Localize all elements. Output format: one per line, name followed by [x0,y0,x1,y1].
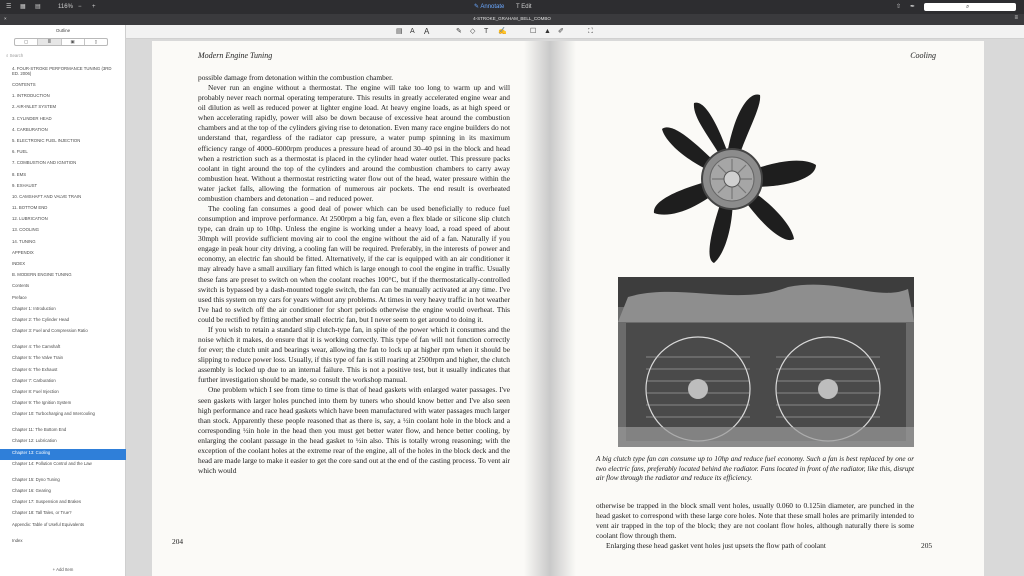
highlighter-icon[interactable]: ✐ [558,28,564,35]
outline-list [0,65,126,548]
paragraph: The cooling fan consumes a good deal of power which can be used beneficially to reduce fuel consumption and improve performance. At 2500rpm a big fan, even a flex blade or silicone slip clutch type, can drain up to 10hp. Unless the engine is working under a heavy load, a road speed of about 30mph will provide sufficient moving air to cool the engine without the aid of a fan. Naturally if you engage in peak hour city driving, a cooling fan will be required. Preferably, in the interests of power and economy, an electric fan should be fitted. Alternatively, if the car is equipped with an air conditioner it may already have a small auxiliary fan fitted which is large enough to cool the engine in traffic. Usually these fans are preset to switch on when the coolant reaches 100°C, but if the thermostatically-controlled switch is bypassed by a dash-mounted toggle switch, the fan can be manually activated at any time. I've used this system on my cars for years without any problems. At times in very heavy traffic in hot weather I've had to switch off the air conditioner for short periods otherwise the engine would overheat. This could be rectified by fitting another small electric fan, but I never seem to get around to doing it. [198,204,510,324]
outline-item[interactable]: Appendix: Table of Useful Equivalents [12,521,85,527]
outline-item[interactable]: Chapter 1: Introduction [12,305,56,311]
title-bar [0,14,1024,25]
outline-item[interactable]: 1. INTRODUCTION [12,93,50,99]
signature-icon[interactable]: ✍ [498,28,507,35]
add-item-button[interactable]: + Add Item [52,567,74,572]
outline-search[interactable]: ⌕ Search [6,53,24,58]
outline-item[interactable]: 5. ELECTRONIC FUEL INJECTION [12,137,81,143]
pen-icon[interactable]: ✒ [910,4,916,10]
outline-item[interactable]: 13. COOLING [12,227,39,233]
outline-item[interactable]: 2. AIR-INLET SYSTEM [12,104,57,110]
outline-item[interactable]: 14. TUNING [12,238,36,244]
bookmarks-tab-icon[interactable]: ▣ [62,39,85,45]
thumbnails-tab-icon[interactable]: ▢ [15,39,38,45]
add-item-label: Add Item [56,567,74,572]
outline-item[interactable]: 12. LUBRICATION [12,216,48,222]
left-running-head: Modern Engine Tuning [198,51,273,60]
pencil-icon[interactable]: ✎ [456,28,462,35]
outline-item[interactable]: Chapter 15: Dyno Tuning [12,476,60,482]
fullscreen-icon[interactable]: ⛶ [588,28,593,35]
clutch-fan-photo [628,89,834,267]
sidebar-mode-switch [14,38,108,46]
page-view-icon[interactable]: ▤ [35,4,41,10]
outline-item[interactable]: 8. EMS [12,171,27,177]
outline-item[interactable]: Chapter 10: Turbocharging and Intercooling [12,411,95,417]
paragraph: If you wish to retain a standard slip clutch-type fan, in spite of the power which it consumes and the noise which it makes, do ensure that it is working correctly. This type of fan will not function correctly for ever; the clutch unit and bearings wear, allowing the fan to lock up at higher rpm when it should be slipping to reduce power loss. Usually, if this type of fan is still roaring at 2500rpm and higher, the clutch assembly is locked up due to an internal failure. This is not a positive test, but it usually indicates that further investigation should be made, so consult the workshop manual. [198,324,510,385]
sidebar-toggle-icon[interactable]: ☰ [6,4,12,10]
stamp-icon[interactable]: ▲ [544,28,551,35]
engine-bay-photo [618,277,914,447]
outline-item[interactable]: 4. FOUR-STROKE PERFORMANCE TUNING (3RD ED. 2006) [12,66,112,76]
outline-item[interactable]: 7. COMBUSTION AND IGNITION [12,160,77,166]
outline-item[interactable]: Chapter 14: Pollution Control and the Law [12,460,92,466]
annotate-label: Annotate [480,4,505,10]
outline-item[interactable]: Chapter 17: Suspension and Brakes [12,499,82,505]
left-gutter [524,41,550,576]
outline-item[interactable]: Chapter 16: Gearing [12,488,51,493]
paragraph: Never run an engine without a thermostat. The engine will take too long to warm up and will probably never reach normal operating temperature. This results in greatly accelerated engine wear and oil dilution as well as reduced power at lighter engine load. At heavy engine loads, as at high speed or when accelerating rapidly, power will also be down because of excessive heat around the combustion chambers and at the top of the cylinders giving rise to detonation. Even many race engine builders do not understand that, regardless of the radiator cap pressure, a water pump spinning in its maximum efficiency range of 4000–6000rpm produces a pressure head of around 30–40 psi in the block and head when a restriction such as a thermostat is placed in the cylinder head water outlet. This pressure packs coolant in tight around the top of the cylinders and around the combustion chambers to carry away combustion heat. Without a thermostat restricting water flow out of the head, water pressure within the water jacket falls, allowing the formation of numerous air pockets. The end result is overheated combustion chambers and detonation – and reduced power. [198,83,510,203]
zoom-level[interactable]: 116% [58,4,73,10]
outline-sidebar [0,25,126,576]
top-toolbar [0,0,1024,14]
outline-item[interactable]: Chapter 13: Cooling [0,449,126,460]
more-icon[interactable]: ≡ [1014,15,1018,21]
outline-item[interactable]: Chapter 5: The Valve Train [12,355,63,361]
outline-item[interactable]: 3. CYLINDER HEAD [12,115,52,121]
outline-item[interactable]: 9. EXHAUST [12,182,38,188]
search-input[interactable] [924,3,1016,11]
sidebar-title: Outline [55,28,71,33]
right-page-number: 205 [921,541,933,550]
outline-item[interactable]: Chapter 8: Fuel Injection [12,388,59,394]
outline-item[interactable]: Preface [12,294,27,300]
right-gutter [550,41,576,576]
outline-item[interactable]: 10. CAMSHAFT AND VALVE TRAIN [12,193,82,199]
outline-item[interactable]: Chapter 18: Tall Tales, or True? [12,510,72,516]
right-page [576,41,984,576]
outline-item[interactable]: 4. CARBURATION [12,126,48,132]
grid-view-icon[interactable]: ▦ [20,4,26,10]
left-body-text [198,73,510,476]
edit-tool[interactable]: T Edit [516,4,532,10]
paragraph: possible damage from detonation within the combustion chamber. [198,73,393,82]
comment-icon[interactable]: ☐ [530,28,537,35]
left-page-number: 204 [172,537,184,546]
search-icon: ⌕ [966,4,970,10]
outline-item[interactable]: Index [12,537,23,543]
outline-item[interactable]: Chapter 3: Fuel and Compression Ratio [12,328,88,334]
outline-item[interactable]: Chapter 9: The Ignition System [12,400,72,406]
left-page [152,41,524,576]
outline-item[interactable]: INDEX [12,261,26,266]
outline-item[interactable]: Chapter 12: Lubrication [12,438,57,444]
outline-tab-icon[interactable]: ≣ [38,39,61,45]
paragraph: otherwise be trapped in the block small vent holes, usually 0.060 to 0.125in diameter, are punched in the head gasket to correspond with these large core holes. Note that these small holes are primarily intended to vent air trapped in the top of the block; they are not coolant flow holes, although naturally there is some coolant flow through them. [596,501,914,541]
shape-icon[interactable]: ◇ [470,28,476,35]
annotation-toolbar [126,25,1024,39]
annotate-tool[interactable]: ✎ Annotate [474,4,505,10]
share-icon[interactable]: ⇧ [896,4,902,10]
outline-item[interactable]: APPENDIX [12,249,34,255]
document-viewer [126,25,1024,576]
text-select-icon[interactable]: ▤ [396,28,403,35]
edit-label: Edit [521,4,532,10]
outline-item[interactable]: Chapter 4: The Camshaft [12,344,61,350]
text-size-small-icon[interactable]: A [410,28,415,35]
close-icon[interactable]: × [4,16,7,21]
outline-item[interactable]: Chapter 2: The Cylinder Head [12,316,70,322]
figure-caption: A big clutch type fan can consume up to 10hp and reduce fuel economy. Such a fan is best replaced by one or two electric fans, preferably located behind the radiator. Fans located in front of the radiator, like this, disrupt air flow through the radiator and reduce its efficiency. [596,455,914,483]
right-body-text [596,501,914,551]
text-box-icon[interactable]: T [484,28,489,35]
outline-item[interactable]: Contents [12,283,30,289]
outline-item[interactable]: 6. FUEL [12,149,28,155]
outline-item[interactable]: CONTENTS [12,82,36,87]
outline-item[interactable]: 11. BOTTOM END [12,205,48,211]
zoom-out-icon[interactable]: − [78,4,82,10]
outline-search-placeholder: Search [9,53,24,58]
zoom-in-icon[interactable]: + [92,4,96,10]
outline-item[interactable]: Chapter 11: The Bottom End [12,427,67,433]
outline-item[interactable]: B. MODERN ENGINE TUNING [12,272,72,278]
outline-item[interactable]: Chapter 6: The Exhaust [12,366,58,372]
paragraph: Enlarging these head gasket vent holes just upsets the flow path of coolant [606,541,826,551]
outline-item[interactable]: Chapter 7: Carburation [12,377,56,383]
right-running-head: Cooling [910,51,936,60]
text-size-large-icon[interactable]: A [424,27,430,36]
annotations-tab-icon[interactable]: ▯ [94,39,98,44]
document-title: 4-STROKE_GRAHAM_BELL_COMBO [473,16,551,21]
paragraph: One problem which I see from time to time is that of head gaskets with enlarged water passages. I've seen gaskets with larger holes punched into them by tuners who should know better and I've also seen high performance and race head gaskets which have been manufactured with water passages much larger than stock. Apparently these people reasoned that as there is, say, a ½in coolant hole in the block and a corresponding ½in hole in the head then you must get better water flow, and hence better cooling, by enlarging the coolant passage in the head gasket to ½in also. This is totally wrong reasoning; with the exception of the coolant holes at the extreme rear of the engine, all of the holes in the block deck and the head are made large to make it easier to get the core sand out at the end of the casting process. To vent air which would [198,385,510,476]
